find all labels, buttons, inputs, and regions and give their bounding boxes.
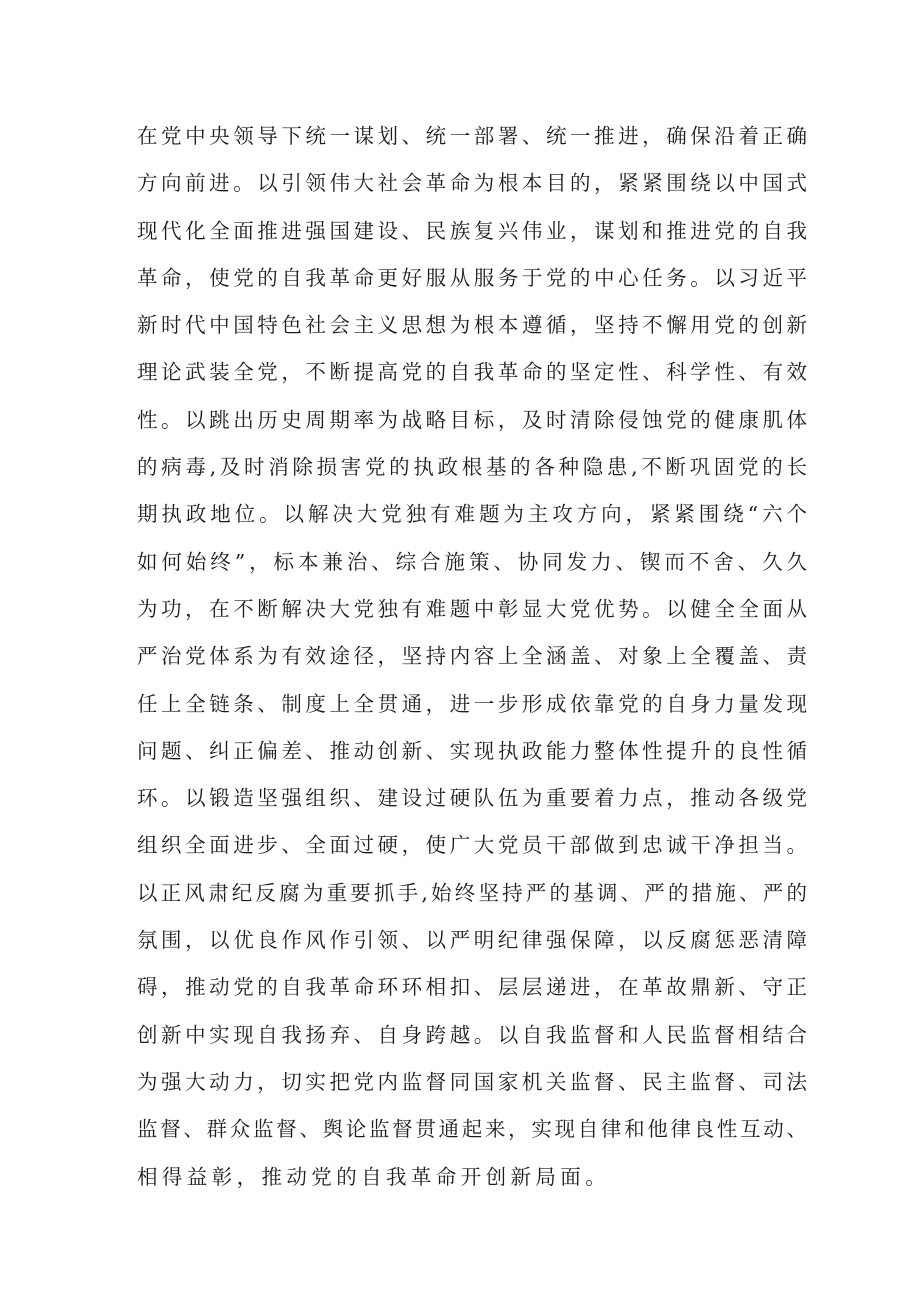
paragraph-line-1: 在党中央领导下统一谋划、统一部署、统一推进，确保沿着正确 (137, 124, 807, 148)
paragraph-line-10: 如何始终”，标本兼治、综合施策、协同发力、锲而不舍、久久 (137, 549, 807, 574)
paragraph-line-22: 监督、群众监督、舆论监督贯通起来，实现自律和他律良性互动、 (137, 1117, 807, 1142)
paragraph-line-18: 氛围，以优良作风作引领、以严明纪律强保障，以反腐惩恶清障 (137, 928, 807, 953)
paragraph-line-23: 相得益彰，推动党的自我革命开创新局面。 (137, 1164, 611, 1189)
paragraph-line-4: 革命，使党的自我革命更好服从服务于党的中心任务。以习近平 (137, 265, 807, 290)
paragraph-line-19: 碍，推动党的自我革命环环相扣、层层递进，在革故鼎新、守正 (137, 975, 807, 1000)
paragraph-line-3: 现代化全面推进强国建设、民族复兴伟业，谋划和推进党的自我 (137, 218, 807, 243)
paragraph-line-11: 为功，在不断解决大党独有难题中彰显大党优势。以健全全面从 (137, 596, 807, 621)
paragraph-line-7: 性。以跳出历史周期率为战略目标，及时清除侵蚀党的健康肌体 (137, 407, 807, 432)
paragraph-line-21: 为强大动力，切实把党内监督同国家机关监督、民主监督、司法 (137, 1069, 807, 1094)
body-paragraph (137, 113, 807, 1201)
paragraph-line-2: 方向前进。以引领伟大社会革命为根本目的，紧紧围绕以中国式 (137, 171, 807, 196)
paragraph-line-20: 创新中实现自我扬弃、自身跨越。以自我监督和人民监督相结合 (137, 1022, 807, 1047)
paragraph-line-16: 组织全面进步、全面过硬，使广大党员干部做到忠诚干净担当。 (137, 833, 807, 858)
paragraph-line-14: 问题、纠正偏差、推动创新、实现执政能力整体性提升的良性循 (137, 738, 807, 763)
paragraph-line-6: 理论武装全党，不断提高党的自我革命的坚定性、科学性、有效 (137, 360, 807, 385)
paragraph-line-9: 期执政地位。以解决大党独有难题为主攻方向，紧紧围绕“六个 (137, 502, 807, 527)
paragraph-line-13: 任上全链条、制度上全贯通，进一步形成依靠党的自身力量发现 (137, 691, 807, 716)
paragraph-line-15: 环。以锻造坚强组织、建设过硬队伍为重要着力点，推动各级党 (137, 786, 807, 811)
paragraph-line-17: 以正风肃纪反腐为重要抓手,始终坚持严的基调、严的措施、严的 (137, 880, 807, 905)
paragraph-line-12: 严治党体系为有效途径，坚持内容上全涵盖、对象上全覆盖、责 (137, 644, 807, 669)
paragraph-line-5: 新时代中国特色社会主义思想为根本遵循，坚持不懈用党的创新 (137, 313, 807, 338)
paragraph-line-8: 的病毒,及时消除损害党的执政根基的各种隐患,不断巩固党的长 (137, 455, 807, 480)
